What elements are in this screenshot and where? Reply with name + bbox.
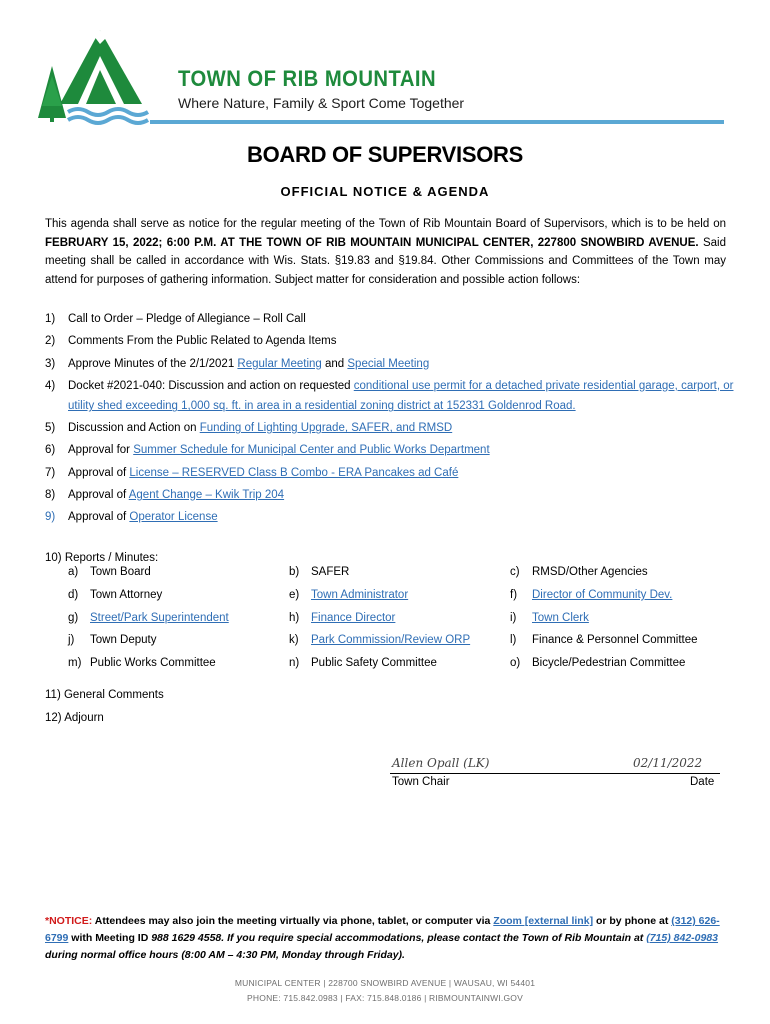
meeting-date-location: FEBRUARY 15, 2022; 6:00 P.M. AT THE TOWN OF RIB MOUNTAIN MUNICIPAL CENTER, 227800 SNOWBIRD AVENUE. — [45, 236, 699, 249]
agenda-item — [45, 485, 735, 506]
closing-items — [45, 684, 164, 729]
org-tagline: Where Nature, Family & Sport Come Together — [178, 95, 465, 111]
item-text: Docket #2021-040: Discussion and action on requested — [68, 379, 354, 392]
report-item: b) SAFER — [289, 566, 350, 578]
regular-meeting-link[interactable]: Regular Meeting — [237, 357, 322, 370]
intro-text-2: Said meeting shall be called in accordance with Wis. Stats. §19.83 and §19.84. Other Commissions and Committees of the Town may attend for purposes of gathering information. Subject matter for consideration and possible action follows: — [45, 236, 726, 286]
document-subtitle: OFFICIAL NOTICE & AGENDA — [280, 184, 490, 199]
agenda-item — [45, 418, 735, 439]
org-name: TOWN OF RIB MOUNTAIN — [178, 66, 437, 91]
report-item: e) Town Administrator — [289, 589, 409, 601]
item-text: Adjourn — [64, 711, 104, 724]
phone-link-2[interactable]: (715) 842-0983 — [646, 932, 719, 944]
agenda-item — [45, 707, 164, 730]
report-item: d) Town Attorney — [68, 589, 163, 601]
phone-link-1[interactable]: (312) 626-6799 — [45, 915, 720, 944]
agenda-list — [45, 309, 735, 530]
agenda-item — [45, 354, 735, 375]
intro-paragraph — [45, 215, 726, 289]
item-text: Approve Minutes of the 2/1/2021 — [68, 357, 238, 370]
footer-address: MUNICIPAL CENTER | 228700 SNOWBIRD AVENUE | WAUSAU, WI 54401 — [234, 978, 536, 988]
intro-text-1: This agenda shall serve as notice for the regular meeting of the Town of Rib Mountain Board of Supervisors, which is to be held on — [45, 218, 726, 230]
agenda-item — [45, 463, 735, 484]
item-number: 2) — [45, 335, 56, 348]
report-item: o) Bicycle/Pedestrian Committee — [510, 657, 686, 669]
item-number: 11) — [45, 689, 61, 701]
report-item: j) Town Deputy — [68, 634, 157, 646]
notice-lead: *NOTICE: — [45, 915, 93, 927]
signature-line — [390, 773, 720, 774]
agent-change-link[interactable]: Agent Change – Kwik Trip 204 — [128, 489, 285, 502]
town-clerk-link[interactable]: Town Clerk — [532, 612, 589, 624]
item-text: Comments From the Public Related to Agenda Items — [68, 335, 337, 348]
agenda-item — [45, 684, 164, 707]
report-item: k) Park Commission/Review ORP — [289, 634, 471, 646]
report-item: i) Town Clerk — [510, 612, 589, 624]
report-item: l) Finance & Personnel Committee — [510, 634, 698, 646]
footer-contact: PHONE: 715.842.0983 | FAX: 715.848.0186 | RIBMOUNTAINWI.GOV — [247, 993, 523, 1003]
report-item: a) Town Board — [68, 566, 151, 578]
town-administrator-link[interactable]: Town Administrator — [311, 589, 409, 601]
item-number: 12) — [45, 711, 62, 724]
item-number: 3) — [45, 357, 56, 370]
license-link[interactable]: License – RESERVED Class B Combo - ERA Pancakes ad Café — [129, 466, 459, 479]
agenda-item — [45, 376, 735, 417]
signature-name: Allen Opall (LK) — [392, 756, 490, 770]
report-item: g) Street/Park Superintendent — [68, 612, 229, 624]
finance-director-link[interactable]: Finance Director — [311, 612, 396, 624]
signature-date: 02/11/2022 — [633, 756, 703, 770]
summer-schedule-link[interactable]: Summer Schedule for Municipal Center and Public Works Department — [133, 444, 490, 457]
page-footer — [0, 976, 770, 1006]
item-number: 6) — [45, 444, 56, 457]
meeting-id: 988 1629 4558. — [151, 932, 225, 944]
conditional-use-permit-link[interactable]: conditional use permit for a detached private residential garage, carport, or utility shed exceeding 1,000 sq. ft. in area in a residential zoning district at 152331 Goldenrod Road. — [68, 379, 734, 413]
item-number: 7) — [45, 466, 56, 479]
item-text: Call to Order – Pledge of Allegiance – Roll Call — [68, 313, 306, 325]
document-title: BOARD OF SUPERVISORS — [247, 142, 523, 167]
signature-label: Town Chair — [392, 776, 450, 788]
agenda-item — [45, 507, 735, 528]
report-item: m) Public Works Committee — [68, 657, 216, 669]
lighting-funding-link[interactable]: Funding of Lighting Upgrade, SAFER, and RMSD — [199, 422, 453, 435]
item-text: Reports / Minutes: — [64, 552, 159, 564]
agenda-item — [45, 440, 735, 461]
community-dev-link[interactable]: Director of Community Dev. — [532, 589, 673, 601]
item-text: Approval of — [68, 466, 130, 479]
special-meeting-link[interactable]: Special Meeting — [347, 357, 430, 370]
date-label: Date — [690, 776, 715, 788]
park-commission-link[interactable]: Park Commission/Review ORP — [311, 634, 471, 646]
item-number: 1) — [45, 313, 56, 325]
zoom-link[interactable]: Zoom [external link] — [493, 915, 594, 927]
item-number: 8) — [45, 489, 56, 502]
header-rule — [150, 120, 724, 124]
agenda-item — [45, 331, 735, 352]
item-text: General Comments — [63, 689, 164, 701]
report-item: c) RMSD/Other Agencies — [510, 566, 648, 578]
agenda-item — [45, 309, 735, 330]
item-number: 9) — [45, 511, 56, 524]
report-item: f) Director of Community Dev. — [510, 589, 673, 601]
report-item: h) Finance Director — [289, 612, 396, 624]
virtual-meeting-notice: *NOTICE: Attendees may also join the meeting virtually via phone, tablet, or computer via Zoom [external link] or by phone at (312) 626-6799 with Meeting ID 988 1629 4558. If you require special accommodations, please contact the Town of Rib Mountain at (715) 842-0983 during normal office hours (8:00 AM – 4:30 PM, Monday through Friday). — [45, 915, 720, 961]
operator-license-link[interactable]: Operator License — [129, 511, 218, 524]
item-text: and — [321, 357, 348, 370]
item-text: Approval for — [68, 444, 134, 457]
item-number: 10) — [45, 552, 62, 564]
street-park-link[interactable]: Street/Park Superintendent — [90, 612, 229, 624]
item-number: 4) — [45, 379, 56, 392]
mountain-tree-logo — [38, 26, 173, 126]
report-item: n) Public Safety Committee — [289, 657, 437, 669]
item-text: Approval of — [68, 511, 130, 524]
item-text: Approval of — [68, 489, 129, 502]
item-text: Discussion and Action on — [68, 422, 200, 435]
item-number: 5) — [45, 422, 56, 435]
